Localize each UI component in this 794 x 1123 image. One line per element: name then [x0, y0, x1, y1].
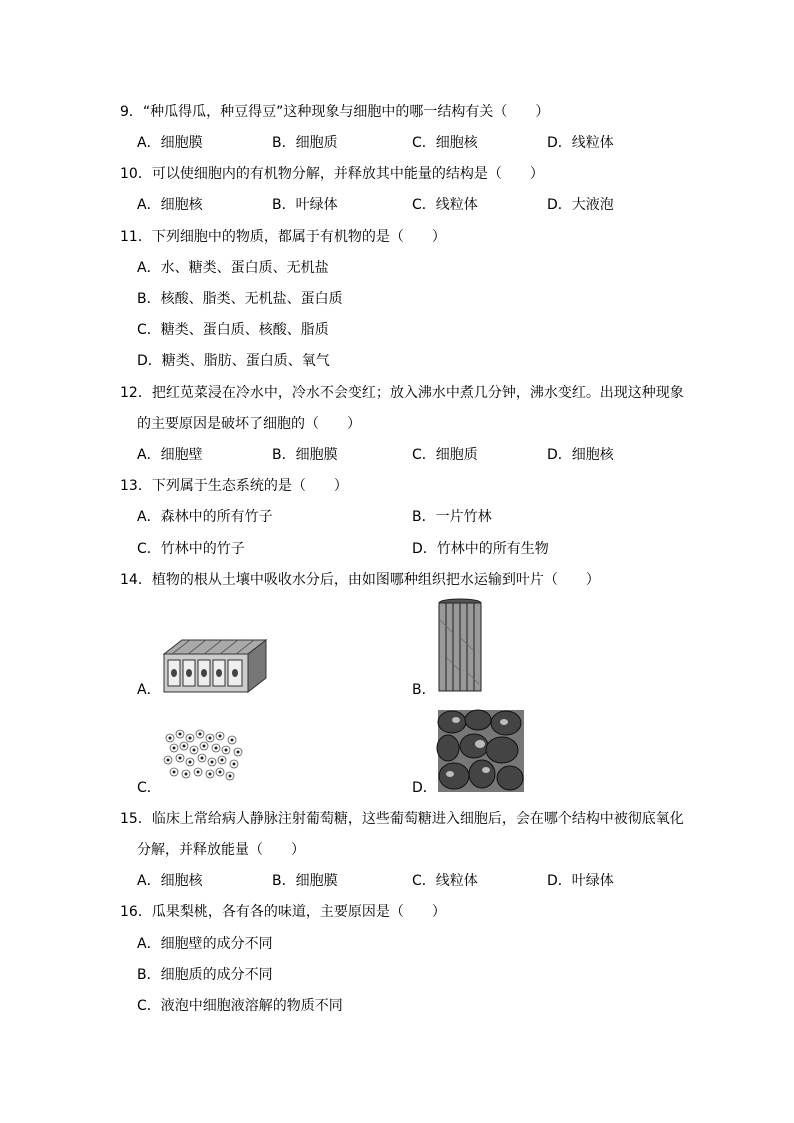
question-15-stem-line1: 15．临床上常给病人静脉注射葡萄糖，这些葡萄糖进入细胞后，会在哪个结构中被彻底氧化: [120, 811, 684, 827]
q10-option-a: A．细胞核: [137, 197, 203, 213]
q15-option-c: C．线粒体: [412, 873, 478, 889]
question-14-stem: 14．植物的根从土壤中吸收水分后，由如图哪种组织把水运输到叶片（ ）: [120, 572, 600, 588]
q13-option-d: D．竹林中的所有生物: [412, 541, 549, 557]
question-16-stem: 16．瓜果梨桃，各有各的味道，主要原因是（ ）: [120, 904, 446, 920]
q15-option-d: D．叶绿体: [547, 873, 614, 889]
q10-option-c: C．线粒体: [412, 197, 478, 213]
q14-option-d: D．: [412, 780, 437, 796]
q12-option-d: D．细胞核: [547, 447, 614, 463]
q12-option-a: A．细胞壁: [137, 447, 203, 463]
q16-option-c: C．液泡中细胞液溶解的物质不同: [137, 998, 343, 1014]
q13-option-b: B．一片竹林: [412, 509, 492, 525]
q15-option-b: B．细胞膜: [272, 873, 338, 889]
q11-option-a: A．水、糖类、蛋白质、无机盐: [137, 260, 329, 276]
q12-option-b: B．细胞膜: [272, 447, 338, 463]
q16-option-a: A．细胞壁的成分不同: [137, 936, 273, 952]
q13-option-a: A．森林中的所有竹子: [137, 509, 273, 525]
question-11-stem: 11．下列细胞中的物质，都属于有机物的是（ ）: [120, 229, 446, 245]
conducting-tissue-image: [437, 598, 483, 698]
question-9-stem: 9．“种瓜得瓜，种豆得豆”这种现象与细胞中的哪一结构有关（ ）: [120, 104, 550, 120]
q10-option-d: D．大液泡: [547, 197, 614, 213]
meristem-tissue-image: [162, 728, 246, 788]
q10-option-b: B．叶绿体: [272, 197, 338, 213]
q14-option-a: A．: [137, 682, 161, 698]
protective-tissue-image: [160, 636, 270, 700]
q9-option-a: A．细胞膜: [137, 135, 203, 151]
question-13-stem: 13．下列属于生态系统的是（ ）: [120, 478, 348, 494]
q9-option-d: D．线粒体: [547, 135, 614, 151]
question-12-stem-line2: 的主要原因是破坏了细胞的（ ）: [137, 416, 361, 432]
q9-option-b: B．细胞质: [272, 135, 338, 151]
q14-option-b: B．: [412, 682, 436, 698]
q14-option-c: C．: [137, 780, 161, 796]
question-12-stem-line1: 12．把红苋菜浸在冷水中，冷水不会变红；放入沸水中煮几分钟，沸水变红。出现这种现象: [120, 385, 684, 401]
q15-option-a: A．细胞核: [137, 873, 203, 889]
q9-option-c: C．细胞核: [412, 135, 478, 151]
q16-option-b: B．细胞质的成分不同: [137, 967, 273, 983]
q13-option-c: C．竹林中的竹子: [137, 541, 245, 557]
q11-option-c: C．糖类、蛋白质、核酸、脂质: [137, 322, 329, 338]
q12-option-c: C．细胞质: [412, 447, 478, 463]
nutrient-tissue-image: [436, 708, 526, 798]
question-10-stem: 10．可以使细胞内的有机物分解，并释放其中能量的结构是（ ）: [120, 166, 544, 182]
q11-option-b: B．核酸、脂类、无机盐、蛋白质: [137, 291, 343, 307]
question-15-stem-line2: 分解，并释放能量（ ）: [137, 842, 305, 858]
q11-option-d: D．糖类、脂肪、蛋白质、氧气: [137, 353, 330, 369]
